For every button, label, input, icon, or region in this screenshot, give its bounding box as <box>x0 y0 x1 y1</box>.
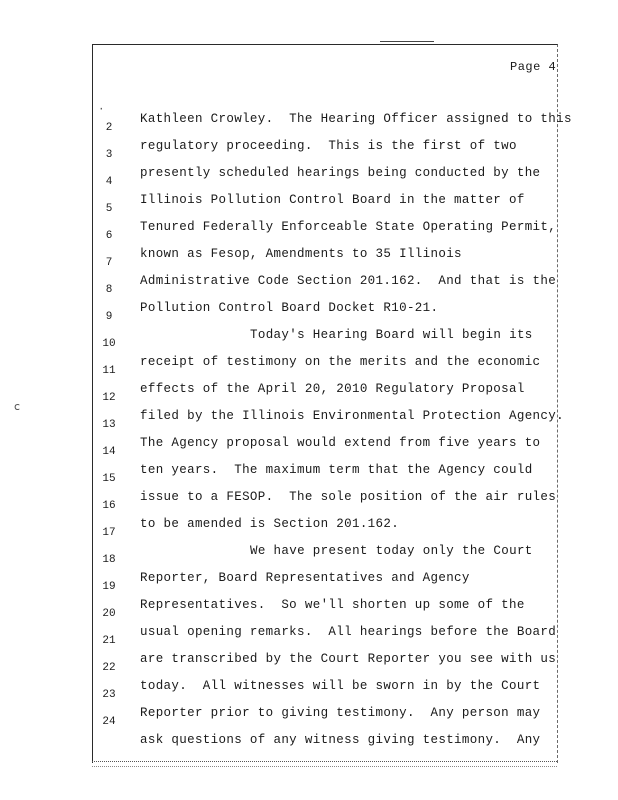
line-number: 2 <box>105 122 113 134</box>
line-number: 8 <box>105 284 113 296</box>
transcript-line <box>0 425 618 477</box>
line-text: Reporter, Board Representatives and Agency <box>140 571 470 585</box>
line-text: regulatory proceeding. This is the first of two <box>140 139 517 153</box>
margin-scan-mark: ⅽ <box>14 402 21 414</box>
transcript-line <box>0 668 618 720</box>
line-number: 5 <box>105 203 113 215</box>
transcript-line <box>0 263 618 315</box>
line-number: 16 <box>102 500 116 512</box>
margin-scan-mark: · <box>98 104 105 116</box>
transcript-line <box>0 74 618 126</box>
transcript-line <box>0 560 618 612</box>
line-number: 22 <box>102 662 116 674</box>
transcript-line <box>0 182 618 234</box>
line-text: presently scheduled hearings being conducted by the <box>140 166 541 180</box>
page-number-label: Page 4 <box>510 60 557 74</box>
line-text: ten years. The maximum term that the Agency could <box>140 463 533 477</box>
transcript-line <box>0 506 618 558</box>
line-number: 11 <box>102 365 116 377</box>
transcript-line <box>0 641 618 693</box>
line-text: usual opening remarks. All hearings before the Board <box>140 625 557 639</box>
transcript-line <box>0 614 618 666</box>
transcript-line <box>0 452 618 504</box>
transcript-line <box>0 344 618 396</box>
line-text: Pollution Control Board Docket R10-21. <box>140 301 439 315</box>
line-text: Administrative Code Section 201.162. And that is the <box>140 274 557 288</box>
line-text: We have present today only the Court <box>250 544 533 558</box>
transcript-line <box>0 317 618 369</box>
line-text: The Agency proposal would extend from five years to <box>140 436 541 450</box>
bottom-rule <box>92 761 557 762</box>
transcript-line <box>0 209 618 261</box>
line-number: 6 <box>105 230 113 242</box>
transcript-line <box>0 236 618 288</box>
line-number: 13 <box>102 419 116 431</box>
line-number: 15 <box>102 473 116 485</box>
line-number: 14 <box>102 446 116 458</box>
line-text: are transcribed by the Court Reporter you see with us <box>140 652 557 666</box>
line-number: 18 <box>102 554 116 566</box>
line-text: today. All witnesses will be sworn in by the Court <box>140 679 541 693</box>
line-number: 7 <box>105 257 113 269</box>
transcript-line <box>0 479 618 531</box>
line-text: to be amended is Section 201.162. <box>140 517 400 531</box>
line-text: Illinois Pollution Control Board in the matter of <box>140 193 525 207</box>
line-text: filed by the Illinois Environmental Protection Agency. <box>140 409 564 423</box>
bottom-rule-secondary <box>92 766 557 767</box>
line-text: issue to a FESOP. The sole position of the air rules <box>140 490 557 504</box>
line-text: Today's Hearing Board will begin its <box>250 328 533 342</box>
transcript-line <box>0 101 618 153</box>
line-number: 10 <box>102 338 116 350</box>
line-text: ask questions of any witness giving testimony. Any <box>140 733 541 747</box>
line-number: 3 <box>105 149 113 161</box>
line-number: 24 <box>102 716 116 728</box>
line-text: Tenured Federally Enforceable State Operating Permit, <box>140 220 557 234</box>
line-text: known as Fesop, Amendments to 35 Illinois <box>140 247 462 261</box>
line-number: 20 <box>102 608 116 620</box>
transcript-line <box>0 587 618 639</box>
line-text: effects of the April 20, 2010 Regulatory Proposal <box>140 382 525 396</box>
line-number: 23 <box>102 689 116 701</box>
transcript-line <box>0 533 618 585</box>
transcript-line <box>0 155 618 207</box>
transcript-line <box>0 290 618 342</box>
line-number: 17 <box>102 527 116 539</box>
transcript-line <box>0 371 618 423</box>
line-number: 4 <box>105 176 113 188</box>
line-number: 21 <box>102 635 116 647</box>
line-number: 19 <box>102 581 116 593</box>
line-text: Kathleen Crowley. The Hearing Officer assigned to this <box>140 112 572 126</box>
line-number: 12 <box>102 392 116 404</box>
line-number: 9 <box>105 311 113 323</box>
line-text: receipt of testimony on the merits and the economic <box>140 355 541 369</box>
line-text: Representatives. So we'll shorten up some of the <box>140 598 525 612</box>
line-text: Reporter prior to giving testimony. Any person may <box>140 706 541 720</box>
transcript-line <box>0 398 618 450</box>
transcript-line <box>0 128 618 180</box>
transcript-line <box>0 695 618 747</box>
